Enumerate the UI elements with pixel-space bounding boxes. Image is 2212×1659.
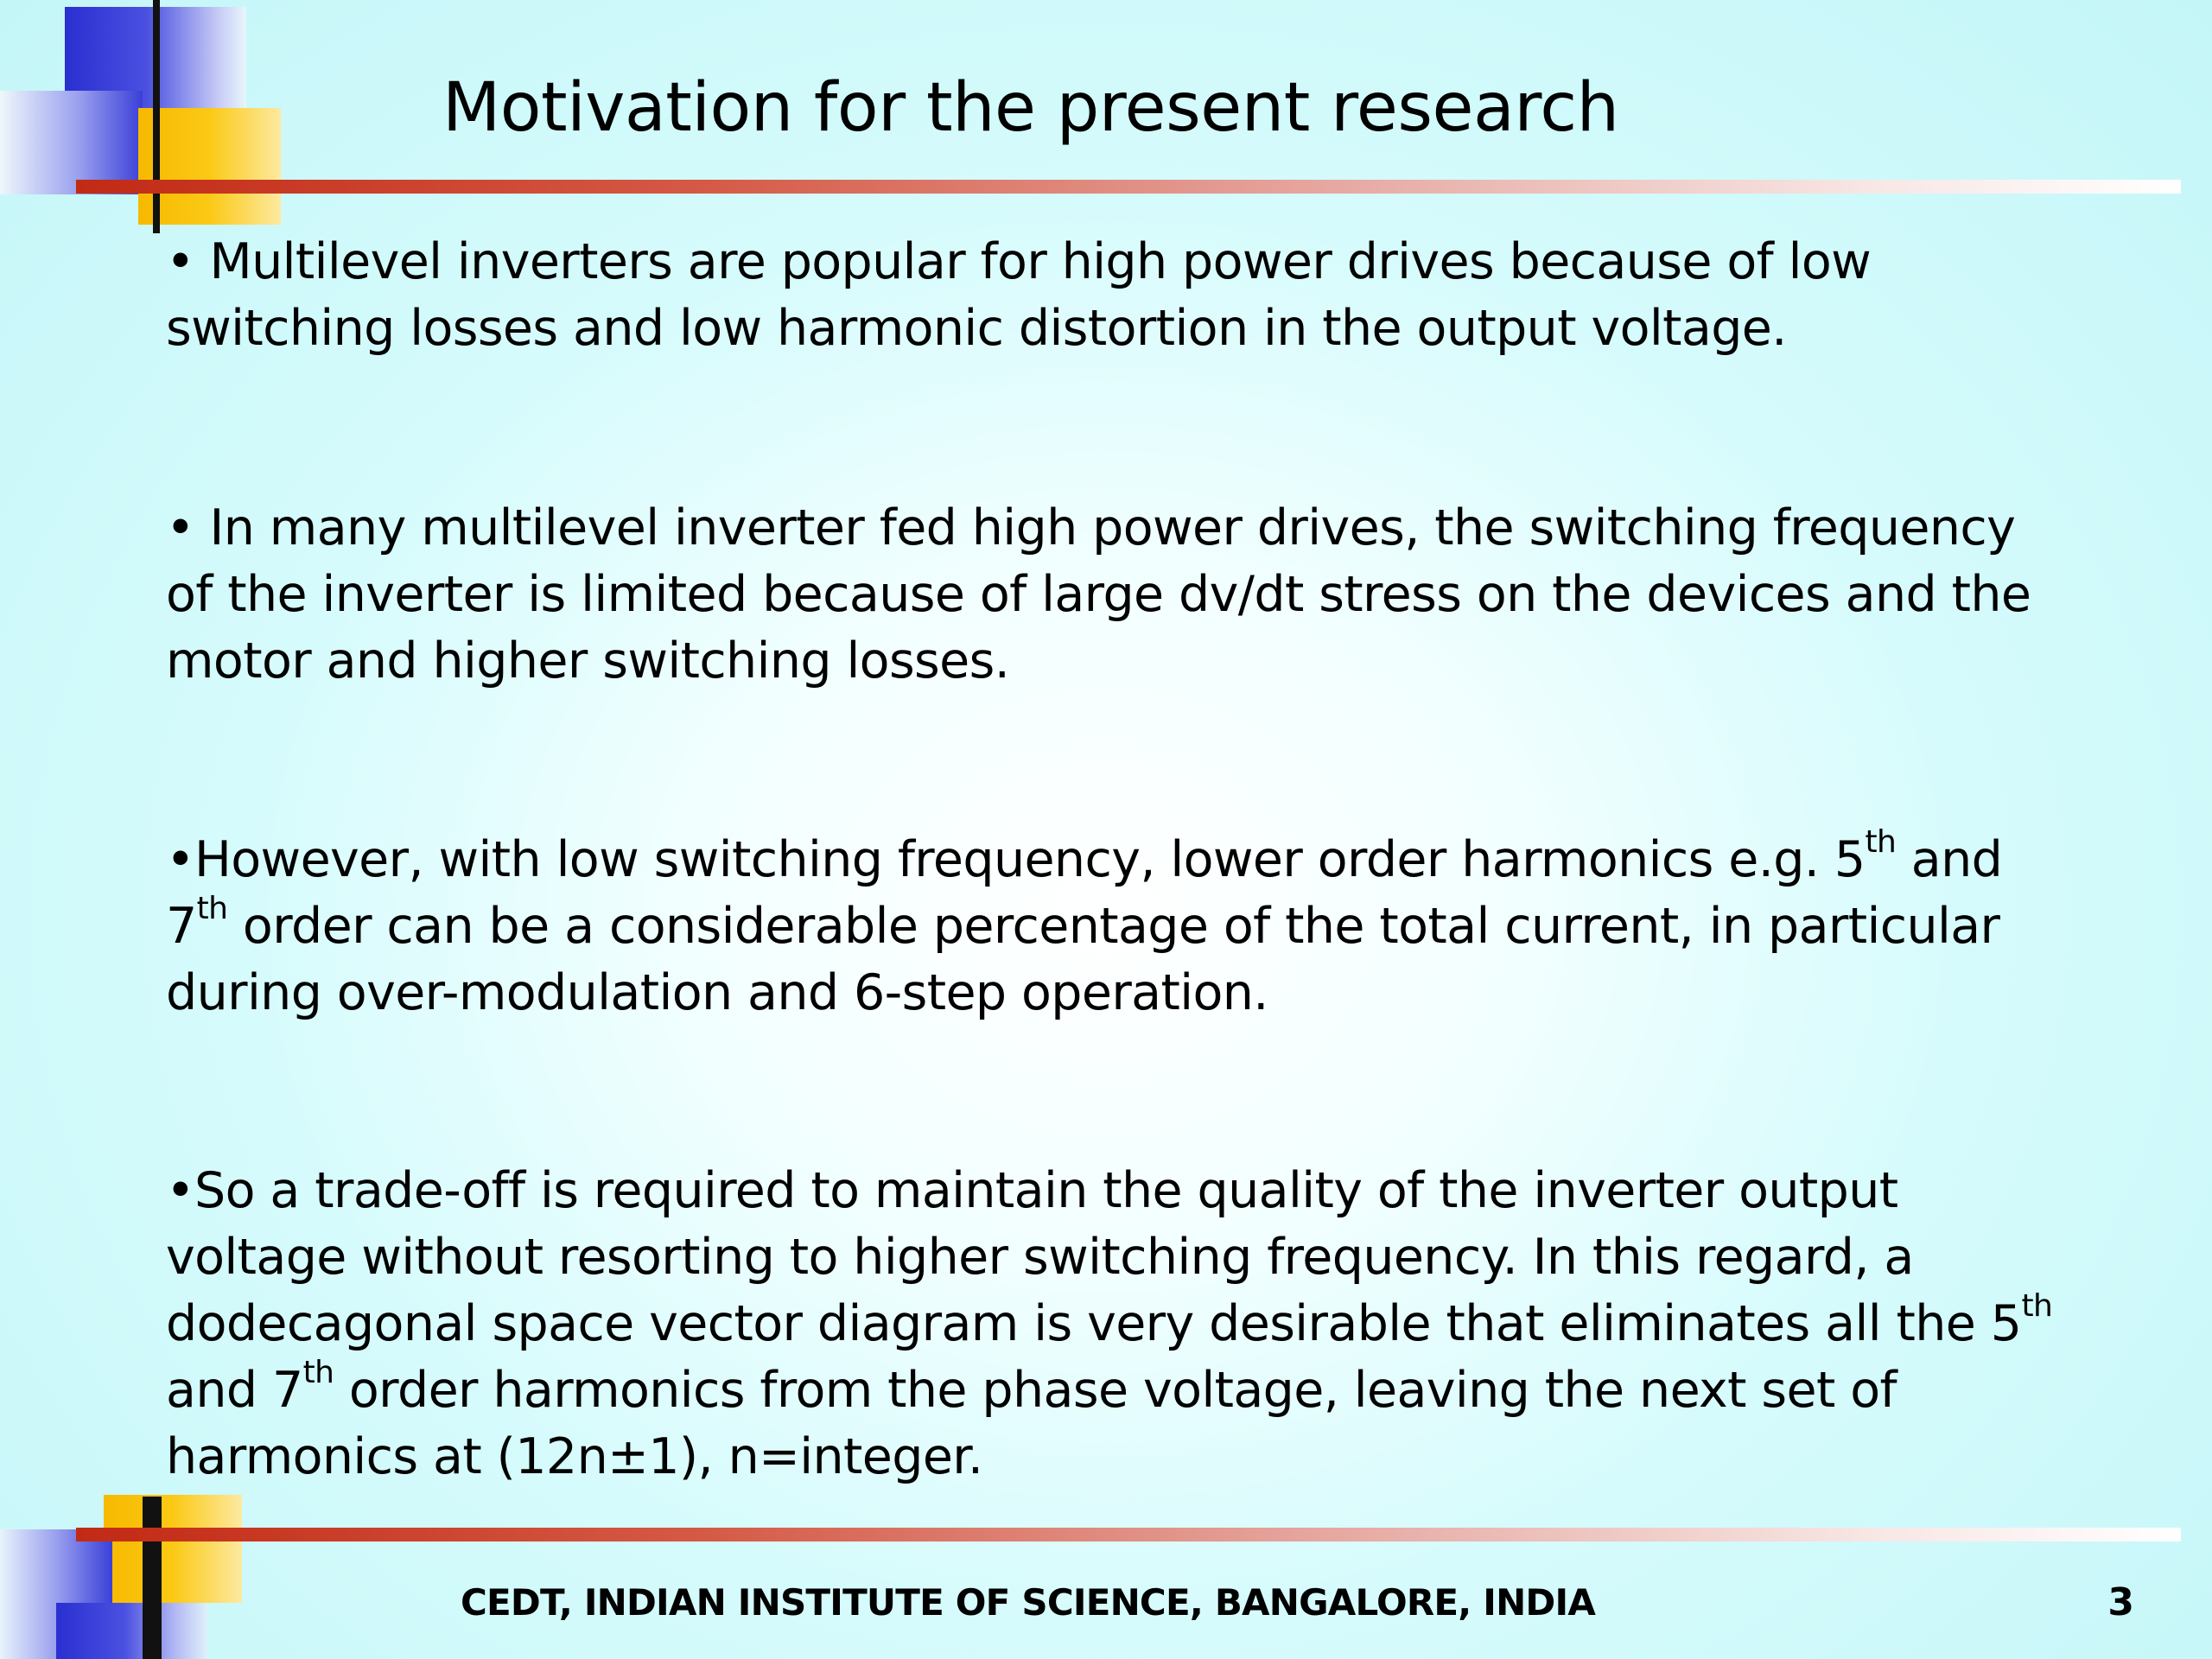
bullet-text-segment: order harmonics from the phase voltage, leaving the next set of harmonics at (12n±1), n=integer. — [166, 1362, 1897, 1485]
bullet-1 — [166, 229, 2067, 362]
bullet-3 — [166, 824, 2067, 1027]
ordinal-superscript: th — [196, 891, 228, 926]
bullet-text-segment: •So a trade-off is required to maintain the quality of the inverter output voltage without resorting to higher switching frequency. In this regard, a dodecagonal space vector diagram is very desirable that eliminates all the 5 — [166, 1162, 2022, 1352]
ordinal-superscript: th — [302, 1355, 334, 1390]
footer-rule — [76, 1528, 2181, 1541]
page-number: 3 — [2107, 1580, 2134, 1624]
bullet-text-segment: • In many multilevel inverter fed high power drives, the switching frequency of the inverter is limited because of large dv/dt stress on the devices and the motor and higher switching losses. — [166, 499, 2031, 690]
bullet-text-segment: •However, with low switching frequency, lower order harmonics e.g. 5 — [166, 831, 1866, 888]
decorative-blue-square-bottom-small — [56, 1603, 207, 1659]
decorative-blue-square-small — [0, 91, 143, 194]
decorative-vertical-line — [153, 0, 160, 233]
bullet-text-segment: • Multilevel inverters are popular for high power drives because of low switching losses and low harmonic distortion in the output voltage. — [166, 233, 1872, 357]
bullet-2 — [166, 495, 2067, 695]
bullet-4 — [166, 1158, 2067, 1491]
decorative-vertical-line-bottom — [143, 1497, 162, 1659]
ordinal-superscript: th — [2021, 1288, 2053, 1324]
bullet-text-segment: order can be a considerable percentage of the total current, in particular during over-modulation and 6-step operation. — [166, 898, 2000, 1021]
bullet-text-segment: and 7 — [166, 1362, 303, 1419]
decorative-yellow-square-bottom — [104, 1495, 242, 1603]
footer-institution: CEDT, INDIAN INSTITUTE OF SCIENCE, BANGALORE, INDIA — [461, 1581, 1596, 1624]
ordinal-superscript: th — [1865, 824, 1897, 860]
bullet-text-segment: and 7 — [166, 831, 2003, 955]
title-underline-rule — [76, 180, 2181, 194]
slide-title: Motivation for the present research — [442, 69, 1619, 147]
